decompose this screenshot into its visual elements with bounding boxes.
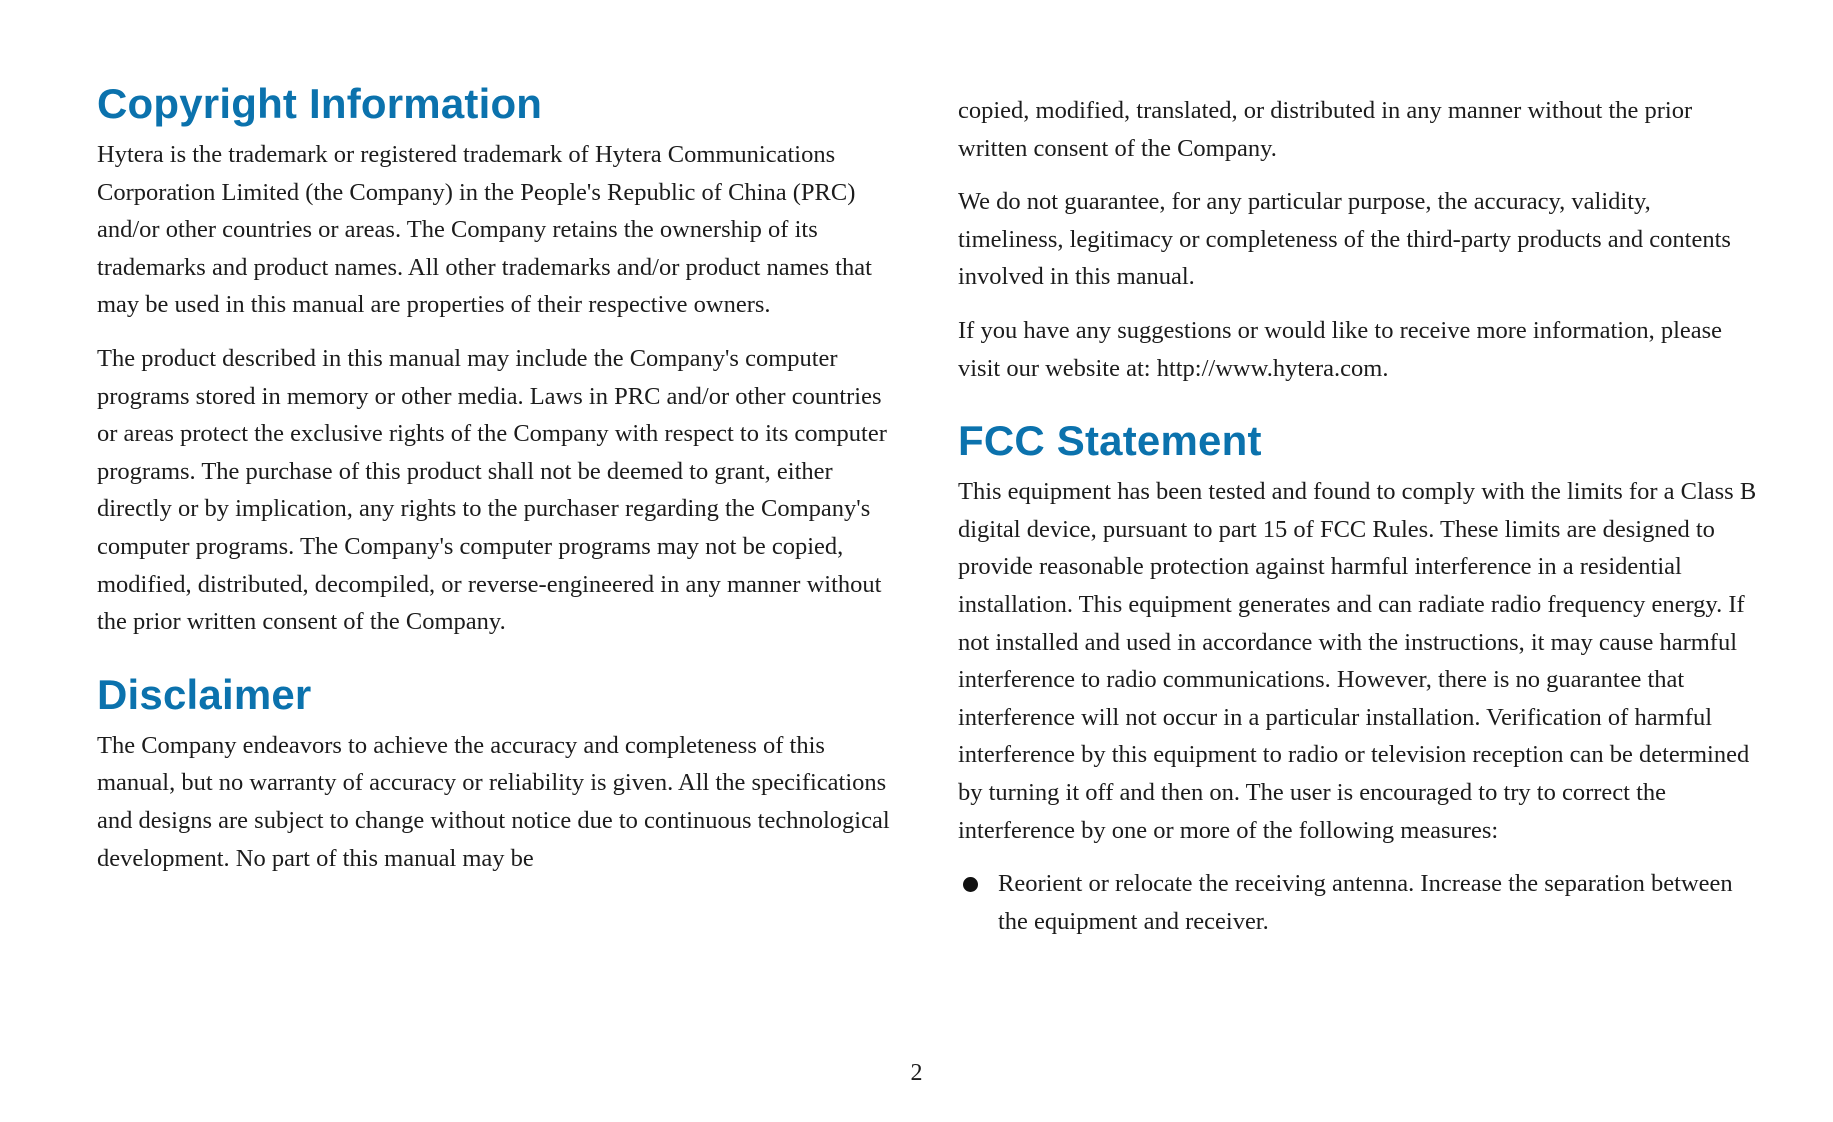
fcc-paragraph-1: This equipment has been tested and found to comply with the limits for a Class B digital device, pursuant to part 15 of FCC Rules. These limits are designed to provide reasonable protection against harmful interference in a residential installation. This equipment generates and can radiate radio frequency energy. If not installed and used in accordance with the instructions, it may cause harmful interference to radio communications. However, there is no guarantee that interference will not occur in a particular installation. Verification of harmful interference by this equipment to radio or television reception can be determined by turning it off and then on. The user is encouraged to try to correct the interference by one or more of the following measures: [958,478,1757,844]
bullet-icon [963,877,978,892]
disclaimer-continued-paragraph-3: If you have any suggestions or would like to receive more information, please visit our website at: http://www.hytera.com. [958,316,1723,382]
copyright-heading: Copyright Information [97,80,543,127]
disclaimer-section [97,671,893,877]
right-column [958,92,1758,940]
disclaimer-paragraph-1: The Company endeavors to achieve the accuracy and completeness of this manual, but no warranty of accuracy or reliability is given. All the specifications and designs are subject to change without notice due to continuous technological development. No part of this manual may be [97,731,890,872]
disclaimer-continued-paragraph-1: copied, modified, translated, or distributed in any manner without the prior written consent of the Company. [958,97,1693,162]
page-number: 2 [910,1060,923,1086]
disclaimer-heading: Disclaimer [97,670,312,718]
fcc-heading: FCC Statement [958,417,1262,465]
left-column [97,80,893,893]
copyright-paragraph-1: Hytera is the trademark or registered trademark of Hytera Communications Corporation Limited (the Company) in the People's Republic of China (PRC) and/or other countries or areas. The Company retains the ownership of its trademarks and product names. All other trademarks and/or product names that may be used in this manual are properties of their respective owners. [97,141,872,319]
copyright-section [97,80,893,641]
disclaimer-continued-section [958,92,1758,387]
fcc-measures-list [958,865,1758,940]
copyright-paragraph-2: The product described in this manual may include the Company's computer programs stored in memory or other media. Laws in PRC and/or other countries or areas protect the exclusive rights of the Company with respect to its computer programs. The purchase of this product shall not be deemed to grant, either directly or by implication, any rights to the purchaser regarding the Company's computer programs. The Company's computer programs may not be copied, modified, distributed, decompiled, or reverse-engineered in any manner without the prior written consent of the Company. [97,344,887,636]
fcc-measure-text: Reorient or relocate the receiving antenna. Increase the separation between the equipment and receiver. [998,870,1733,935]
disclaimer-continued-paragraph-2: We do not guarantee, for any particular purpose, the accuracy, validity, timeliness, legitimacy or completeness of the third-party products and contents involved in this manual. [958,188,1731,291]
fcc-section [958,417,1758,940]
fcc-measure-item [958,865,1758,940]
